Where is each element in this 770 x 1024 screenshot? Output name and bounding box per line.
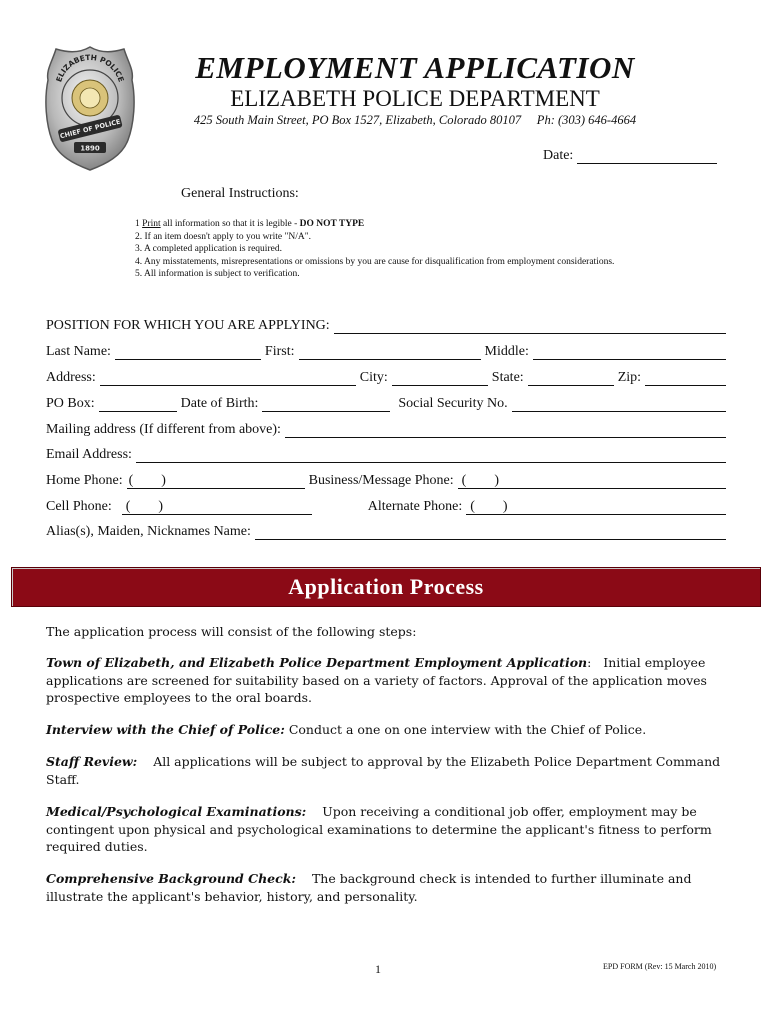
- badge-rank-text: CHIEF OF POLICE: [59, 117, 122, 141]
- badge-year-text: 1890: [80, 144, 100, 153]
- address-input[interactable]: [100, 371, 356, 386]
- mailing-address-label: Mailing address (If different from above):: [46, 422, 281, 437]
- department-name: ELIZABETH POLICE DEPARTMENT: [230, 86, 600, 111]
- general-instructions-title: General Instructions:: [181, 186, 299, 201]
- dob-input[interactable]: [262, 397, 390, 412]
- mailing-row: [46, 420, 726, 438]
- pobox-row: [46, 394, 726, 412]
- business-phone-label: Business/Message Phone:: [308, 473, 454, 488]
- middle-name-input[interactable]: [533, 345, 726, 360]
- cell-phone-input[interactable]: ( ): [122, 500, 312, 515]
- po-box-label: PO Box:: [46, 396, 95, 411]
- mailing-address-input[interactable]: [285, 423, 726, 438]
- instruction-item: 5. All information is subject to verification.: [135, 269, 300, 279]
- position-row: [46, 316, 726, 334]
- application-process-banner: Application Process: [11, 567, 761, 607]
- email-label: Email Address:: [46, 447, 132, 462]
- first-name-label: First:: [264, 344, 295, 359]
- last-name-label: Last Name:: [46, 344, 111, 359]
- page-number: 1: [375, 962, 381, 976]
- zip-label: Zip:: [617, 370, 642, 385]
- last-name-input[interactable]: [115, 345, 261, 360]
- instruction-item: 1 Print all information so that it is legible - DO NOT TYPE: [135, 219, 365, 229]
- process-step-application: Town of Elizabeth, and Elizabeth Police Department Employment Application: Initial employee applications are screened for suitability based on a variety of factors. Approval of the application moves prospective employees to the oral boards.: [46, 655, 707, 705]
- process-step-background: Comprehensive Background Check: The background check is intended to further illuminate and illustrate the applicant's behavior, history, and personality.: [46, 871, 692, 904]
- home-phone-input[interactable]: ( ): [127, 474, 305, 489]
- instruction-item: 3. A completed application is required.: [135, 244, 282, 254]
- middle-name-label: Middle:: [484, 344, 529, 359]
- page-title: EMPLOYMENT APPLICATION: [195, 50, 635, 85]
- address-row: [46, 368, 726, 386]
- alias-row: [46, 522, 726, 540]
- date-field: [543, 148, 717, 164]
- instruction-item: 2. If an item doesn't apply to you write "N/A".: [135, 231, 311, 242]
- address-label: Address:: [46, 370, 96, 385]
- alternate-phone-input[interactable]: ( ): [466, 500, 726, 515]
- business-phone-input[interactable]: ( ): [458, 474, 726, 489]
- position-input[interactable]: [334, 319, 726, 334]
- alternate-phone-label: Alternate Phone:: [367, 499, 463, 514]
- state-label: State:: [491, 370, 524, 385]
- position-label: POSITION FOR WHICH YOU ARE APPLYING:: [46, 318, 330, 333]
- cell-phone-label: Cell Phone:: [46, 499, 112, 514]
- department-address: 425 South Main Street, PO Box 1527, Elizabeth, Colorado 80107 Ph: (303) 646-4664: [193, 113, 637, 127]
- po-box-input[interactable]: [99, 397, 177, 412]
- ssn-input[interactable]: [512, 397, 726, 412]
- state-input[interactable]: [528, 371, 614, 386]
- phone-row: [46, 471, 726, 489]
- city-label: City:: [359, 370, 388, 385]
- alias-input[interactable]: [255, 525, 726, 540]
- process-step-medical: Medical/Psychological Examinations: Upon receiving a conditional job offer, employment may be contingent upon physical and psychological examinations to determine the applicant's fitness to perform required duties.: [46, 804, 712, 854]
- email-input[interactable]: [136, 448, 726, 463]
- ssn-label: Social Security No.: [398, 396, 508, 411]
- form-revision: EPD FORM (Rev: 15 March 2010): [603, 962, 717, 971]
- email-row: [46, 445, 726, 463]
- first-name-input[interactable]: [299, 345, 481, 360]
- process-step-interview: Interview with the Chief of Police: Conduct a one on one interview with the Chief of Police.: [46, 722, 647, 737]
- alias-label: Alias(s), Maiden, Nicknames Name:: [46, 524, 251, 539]
- date-input-line[interactable]: [577, 149, 717, 164]
- date-label: Date:: [543, 148, 574, 163]
- dob-label: Date of Birth:: [180, 396, 259, 411]
- cell-phone-row: [46, 497, 726, 515]
- process-intro: The application process will consist of the following steps:: [46, 624, 417, 639]
- badge-top-text: ELIZABETH POLICE: [54, 52, 126, 84]
- process-step-staff-review: Staff Review: All applications will be subject to approval by the Elizabeth Police Department Command Staff.: [46, 754, 721, 787]
- zip-input[interactable]: [645, 371, 726, 386]
- instruction-item: 4. Any misstatements, misrepresentations or omissions by you are cause for disqualification from employment considerations.: [135, 256, 615, 267]
- city-input[interactable]: [392, 371, 488, 386]
- name-row: [46, 342, 726, 360]
- home-phone-label: Home Phone:: [46, 473, 123, 488]
- instructions-list: [135, 218, 614, 281]
